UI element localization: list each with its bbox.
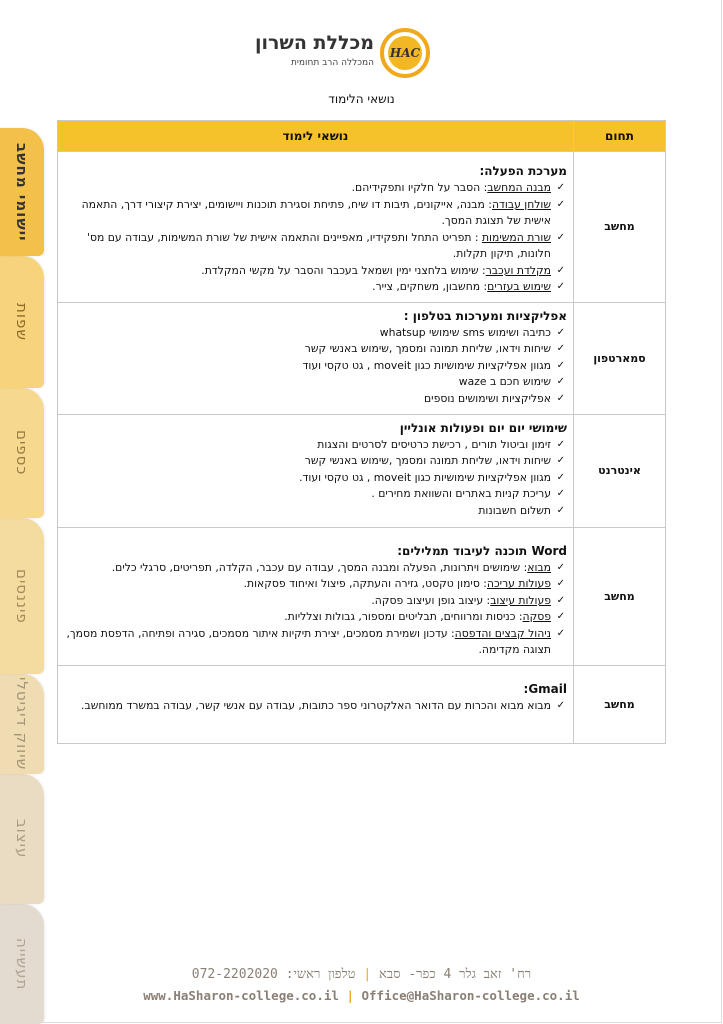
item-label: מבוא (527, 560, 551, 574)
footer-address (0, 966, 723, 982)
item-text: מגוון אפליקציות שימושיות כגון moveit , גט טקסי ועוד (302, 358, 551, 372)
logo-emblem (380, 28, 430, 78)
row-topics (58, 527, 574, 665)
row-topics (58, 414, 574, 527)
item-text: שיחות וידאו, שליחת תמונה ומסמך ,שימוש באנשי קשר (304, 342, 551, 355)
item-text: מבוא מבוא והכרות עם הדואר האלקטרוני ספר כתובות, עבודה עם אנשי קשר, עבודה במשרד ממוחשב. (81, 698, 551, 712)
item-text: : מחשבון, משחקים, צייר. (372, 280, 488, 293)
item-text: : מבנה, אייקונים, תיבות דו שיח, פתיחת וסגירת תוכנות ויישומים, יצירת קיצורי דרך, התאמה אישית של תצוגת המסך. (81, 197, 551, 227)
topic-title: Word תוכנה לעיבוד תמלילים: (397, 543, 567, 558)
topic-list (66, 560, 567, 659)
item-text: : תפריט התחל ותפקידיו, מאפיינים והתאמה אישית של שורת המשימות, עבודה עם מס' חלונות, תיקון תקלות. (87, 230, 551, 260)
logo-subtitle: המכללה הרב תחומית (290, 58, 374, 68)
item-text: תשלום חשבונות (478, 503, 551, 517)
side-tabs (0, 128, 44, 1024)
item-label: פסקה (522, 610, 551, 623)
footer-separator: | (363, 967, 372, 982)
row-topics (58, 302, 574, 414)
side-tab-label: פיננסים (13, 568, 31, 624)
topic-list (66, 437, 567, 520)
list-item (66, 325, 567, 342)
topics-table (57, 120, 666, 744)
list-item (66, 470, 567, 487)
item-text: אפליקציות ושימושים נוספים (424, 391, 551, 405)
list-item (66, 263, 567, 280)
item-text: : עיצוב גופן ועיצוב פסקה. (371, 593, 491, 607)
row-category: סמארטפון (574, 302, 666, 414)
row-topics (58, 665, 574, 743)
item-text: : עדכון ושמירת מסמכים, יצירת תיקיות איתור מסמכים, סגירה ופתיחה, הדפסת מסמך, תצוגה מקדימה. (66, 626, 551, 656)
header-topics: נושאי לימוד (58, 121, 574, 152)
list-item (66, 197, 567, 230)
topic-list (66, 180, 567, 296)
page-title: נושאי הלימוד (328, 92, 395, 106)
list-item (66, 279, 567, 296)
list-item (66, 503, 567, 520)
row-topics (58, 152, 574, 303)
footer-separator: | (346, 988, 354, 1003)
logo-name: מכללת השרון (254, 32, 374, 54)
item-label: שורת המשימות (481, 230, 551, 244)
footer-phone: טלפון ראשי: 072-2202020 (191, 967, 356, 982)
list-item (66, 576, 567, 593)
item-text: כתיבה ושימוש sms שימושי whatsup (379, 325, 551, 339)
table-row (58, 414, 666, 527)
side-tab-languages[interactable] (0, 256, 44, 388)
header-category: תחום (574, 121, 666, 152)
list-item (66, 391, 567, 408)
footer-email-link[interactable]: Office@HaSharon-college.co.il (361, 988, 580, 1003)
side-tab-computer-apps[interactable] (0, 128, 44, 256)
row-category: אינטרנט (574, 414, 666, 527)
college-logo (254, 26, 440, 86)
table-row (58, 665, 666, 743)
side-tab-finance[interactable] (0, 388, 44, 518)
item-text: שימוש חכם ב waze (458, 375, 551, 388)
footer-website-link[interactable]: www.HaSharon-college.co.il (143, 988, 339, 1003)
list-item (66, 230, 567, 263)
table-header-row (58, 121, 666, 152)
row-category: מחשב (574, 152, 666, 303)
item-text: : סימון טקסט, גזירה והעתקה, פיצול ואיחוד פסקאות. (243, 577, 487, 590)
item-text: זימון וביטול תורים , רכישת כרטיסים לסרטים והצגות (317, 437, 551, 451)
item-text: מגוון אפליקציות שימושיות כגון moveit , גט טקסי ועוד. (299, 470, 551, 484)
row-category: מחשב (574, 527, 666, 665)
table-row (58, 527, 666, 665)
side-tab-label: כספים (13, 430, 31, 476)
item-text: : הסבר על חלקיו ותפקידיהם. (351, 181, 488, 194)
item-label: פעולות עיצוב (490, 593, 551, 607)
side-tab-label: יישומי מחשב (13, 142, 31, 242)
item-text: : כניסות ומרווחים, תבליטים ומספור, גבולות וצלליות. (284, 610, 523, 623)
list-item (66, 341, 567, 358)
topic-title: שימושי יום יום ופעולות אונליין (399, 420, 567, 435)
topic-list (66, 325, 567, 408)
side-tab-financial[interactable] (0, 518, 44, 674)
side-tab-design[interactable] (0, 774, 44, 904)
list-item (66, 453, 567, 470)
list-item (66, 358, 567, 375)
item-label: שולחן עבודה (491, 197, 551, 211)
item-text: : שימושים ויתרונות, הפעלה ומבנה המסך, עבודה עם עכבר, הקלדה, תפריטים, סרגלי כלים. (111, 560, 528, 574)
table-row (58, 152, 666, 303)
side-tab-label: שפות (13, 303, 31, 341)
list-item (66, 626, 567, 659)
item-label: מקלדת ועכבר (485, 263, 551, 277)
topic-list (66, 698, 567, 715)
side-tab-industry[interactable] (0, 904, 44, 1024)
item-label: פעולות עריכה (486, 577, 551, 590)
list-item (66, 593, 567, 610)
item-text: שיחות וידאו, שליחת תמונה ומסמך ,שימוש באנשי קשר (304, 454, 551, 467)
topic-title: מערכת הפעלה: (479, 164, 567, 178)
list-item (66, 609, 567, 626)
list-item (66, 374, 567, 391)
footer-street: רח' זאב גלר 4 כפר- סבא (379, 967, 532, 982)
topic-title: Gmail: (523, 681, 567, 696)
side-tab-digital-marketing[interactable] (0, 674, 44, 774)
side-tab-label: עיצוב (13, 819, 31, 859)
list-item (66, 180, 567, 197)
list-item (66, 486, 567, 503)
item-label: ניהול קבצים והדפסה (454, 626, 551, 640)
list-item (66, 698, 567, 715)
item-text: : שימוש בלחצני ימין ושמאל בעכבר והסבר על מקשי המקלדת. (201, 263, 486, 277)
item-label: מבנה המחשב (487, 181, 551, 194)
side-tab-label: שיווק דיגיטלי (13, 677, 31, 771)
side-tab-label: תעשייה (13, 937, 31, 991)
list-item (66, 560, 567, 577)
item-text: עריכת קניות באתרים והשוואת מחירים . (371, 487, 551, 500)
list-item (66, 437, 567, 454)
logo-emblem-text: HAC (388, 36, 422, 70)
footer-contact (0, 988, 723, 1003)
table-row (58, 302, 666, 414)
item-label: שימוש בעזרים (487, 280, 551, 293)
topic-title: אפליקציות ומערכות בטלפון : (403, 308, 567, 323)
row-category: מחשב (574, 665, 666, 743)
